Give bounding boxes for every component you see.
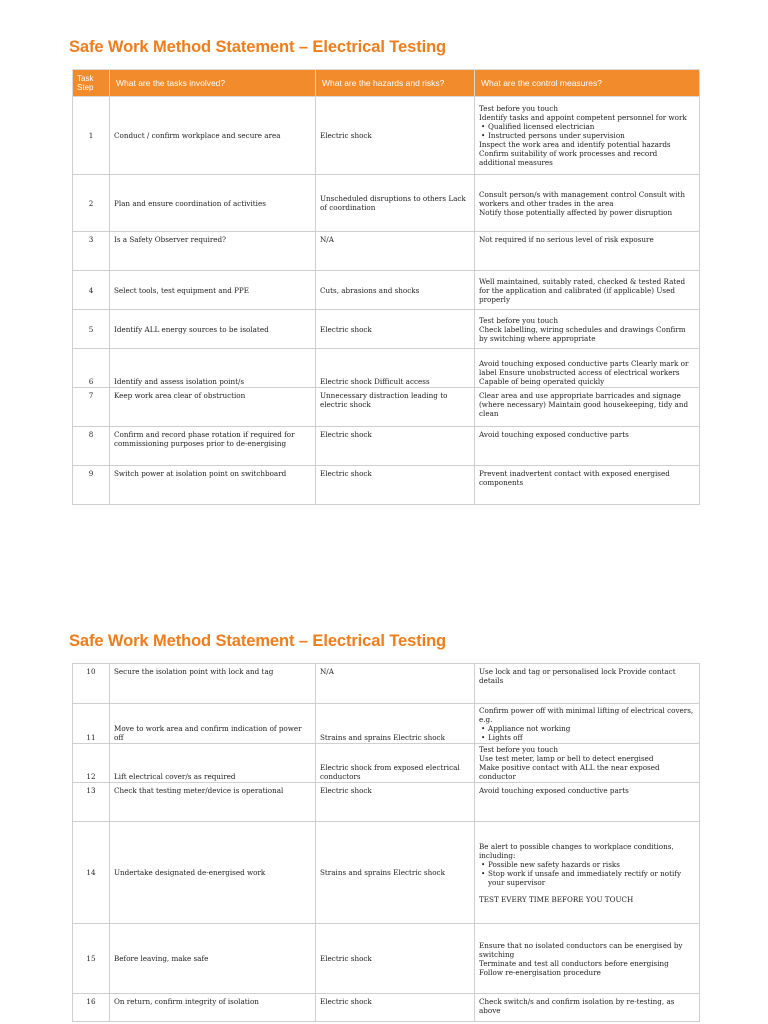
hazard-description: Unscheduled disruptions to others Lack of coordination [316,175,475,232]
hazard-description: Strains and sprains Electric shock [316,704,475,744]
control-line: Consult person/s with management control Consult with workers and other trades in the area [479,189,685,208]
task-description: Identify and assess isolation point/s [110,349,316,388]
swms-table-2 [72,663,700,1022]
task-description: Plan and ensure coordination of activities [110,175,316,232]
hazard-description: Electric shock [316,97,475,175]
control-line: Test before you touch [479,315,558,325]
task-description: Keep work area clear of obstruction [110,388,316,427]
task-step-number: 12 [73,744,110,783]
control-bullet: • Stop work if unsafe and immediately rectify or notify your supervisor [479,869,695,887]
control-line: Use test meter, lamp or bell to detect energised [479,754,654,763]
control-bullet: • Possible new safety hazards or risks [479,860,695,869]
table-row [73,994,700,1022]
task-description: Confirm and record phase rotation if required for commissioning purposes prior to de-energising [110,427,316,466]
control-bullet: • Instructed persons under supervision [479,131,695,140]
task-step-number: 3 [73,232,110,271]
task-description: Select tools, test equipment and PPE [110,271,316,310]
task-step-number: 6 [73,349,110,388]
control-bullet: • Qualified licensed electrician [479,122,695,131]
control-line: Be alert to possible changes to workplace conditions, including: [479,841,674,860]
task-description: Move to work area and confirm indication of power off [110,704,316,744]
control-line: Notify those potentially affected by power disruption [479,207,673,217]
task-description: Conduct / confirm workplace and secure area [110,97,316,175]
control-measures [475,310,700,349]
hazard-description: Electric shock [316,994,475,1022]
header-controls: What are the control measures? [475,70,700,97]
table-row [73,664,700,704]
page-title-continued: Safe Work Method Statement – Electrical Testing [69,632,447,650]
task-step-number: 13 [73,783,110,822]
table-row [73,310,700,349]
control-line: Confirm power off with minimal lifting of electrical covers, e.g. [479,706,694,724]
control-measures [475,704,700,744]
control-line: Identify tasks and appoint competent personnel for work [479,113,687,122]
table-row [73,232,700,271]
hazard-description: Strains and sprains Electric shock [316,822,475,924]
task-description: Is a Safety Observer required? [110,232,316,271]
task-description: On return, confirm integrity of isolation [110,994,316,1022]
task-step-number: 2 [73,175,110,232]
table-row [73,349,700,388]
control-line: Avoid touching exposed conductive parts Clearly mark or label Ensure unobstructed access of electrical workers Capable of being operated quickly [479,359,689,386]
page-title: Safe Work Method Statement – Electrical Testing [69,38,447,56]
control-line: Test before you touch [479,104,558,113]
table-row [73,175,700,232]
hazard-description: Electric shock from exposed electrical conductors [316,744,475,783]
control-measures [475,783,700,822]
control-line: Ensure that no isolated conductors can be energised by switching [479,940,683,959]
control-line: Not required if no serious level of risk exposure [479,235,654,244]
table-row [73,271,700,310]
hazard-description: Electric shock [316,427,475,466]
control-measures [475,271,700,310]
task-description: Secure the isolation point with lock and tag [110,664,316,704]
control-measures [475,232,700,271]
hazard-description: Electric shock [316,310,475,349]
control-line: Terminate and test all conductors before energising [479,958,669,968]
control-line: Prevent inadvertent contact with exposed energised components [479,469,670,487]
control-line: Well maintained, suitably rated, checked & tested Rated for the application and calibrated (if applicable) Used properly [479,276,686,304]
table-row [73,822,700,924]
task-description: Check that testing meter/device is operational [110,783,316,822]
table-row [73,388,700,427]
control-measures [475,744,700,783]
task-step-number: 5 [73,310,110,349]
control-measures [475,349,700,388]
task-step-number: 11 [73,704,110,744]
control-line: Make positive contact with ALL the near exposed conductor [479,763,660,781]
control-measures [475,175,700,232]
hazard-description: N/A [316,664,475,704]
hazard-description: N/A [316,232,475,271]
table-row [73,744,700,783]
control-line: Avoid touching exposed conductive parts [479,786,629,795]
table-row [73,704,700,744]
control-line: Confirm suitability of work processes and record additional measures [479,149,658,167]
control-line: Check labelling, wiring schedules and drawings Confirm by switching where appropriate [479,324,686,343]
task-step-number: 14 [73,822,110,924]
table-header-row [73,70,700,97]
task-description: Before leaving, make safe [110,924,316,994]
control-measures [475,466,700,505]
task-step-number: 10 [73,664,110,704]
control-line: Avoid touching exposed conductive parts [479,430,629,439]
hazard-description: Cuts, abrasions and shocks [316,271,475,310]
table-row [73,466,700,505]
task-step-number: 4 [73,271,110,310]
task-step-number: 1 [73,97,110,175]
table-row [73,427,700,466]
control-measures [475,664,700,704]
control-measures [475,924,700,994]
hazard-description: Electric shock [316,783,475,822]
control-line: Inspect the work area and identify potential hazards [479,140,671,149]
control-line: Test before you touch [479,745,558,754]
task-step-number: 9 [73,466,110,505]
task-description: Lift electrical cover/s as required [110,744,316,783]
hazard-description: Electric shock Difficult access [316,349,475,388]
task-step-number: 8 [73,427,110,466]
table-row [73,924,700,994]
spacer [479,887,695,895]
header-hazards: What are the hazards and risks? [316,70,475,97]
swms-table-1 [72,69,700,505]
header-task-step: Task Step [73,70,110,97]
control-line: Clear area and use appropriate barricades and signage (where necessary) Maintain good housekeeping, tidy and clean [479,391,689,418]
task-step-number: 15 [73,924,110,994]
header-tasks: What are the tasks involved? [110,70,316,97]
control-bullet: • Appliance not working [479,724,695,733]
control-line: Use lock and tag or personalised lock Provide contact details [479,667,676,685]
task-step-number: 7 [73,388,110,427]
table-row [73,783,700,822]
control-measures [475,388,700,427]
task-step-number: 16 [73,994,110,1022]
table-row [73,97,700,175]
control-measures [475,427,700,466]
hazard-description: Electric shock [316,466,475,505]
task-description: Undertake designated de-energised work [110,822,316,924]
control-line: Check switch/s and confirm isolation by re-testing, as above [479,997,675,1015]
control-measures [475,97,700,175]
control-measures [475,994,700,1022]
control-line: TEST EVERY TIME BEFORE YOU TOUCH [479,894,634,904]
hazard-description: Unnecessary distraction leading to electric shock [316,388,475,427]
hazard-description: Electric shock [316,924,475,994]
task-description: Identify ALL energy sources to be isolated [110,310,316,349]
control-measures [475,822,700,924]
control-bullet: • Lights off [479,733,695,742]
control-line: Follow re-energisation procedure [479,967,601,977]
task-description: Switch power at isolation point on switchboard [110,466,316,505]
